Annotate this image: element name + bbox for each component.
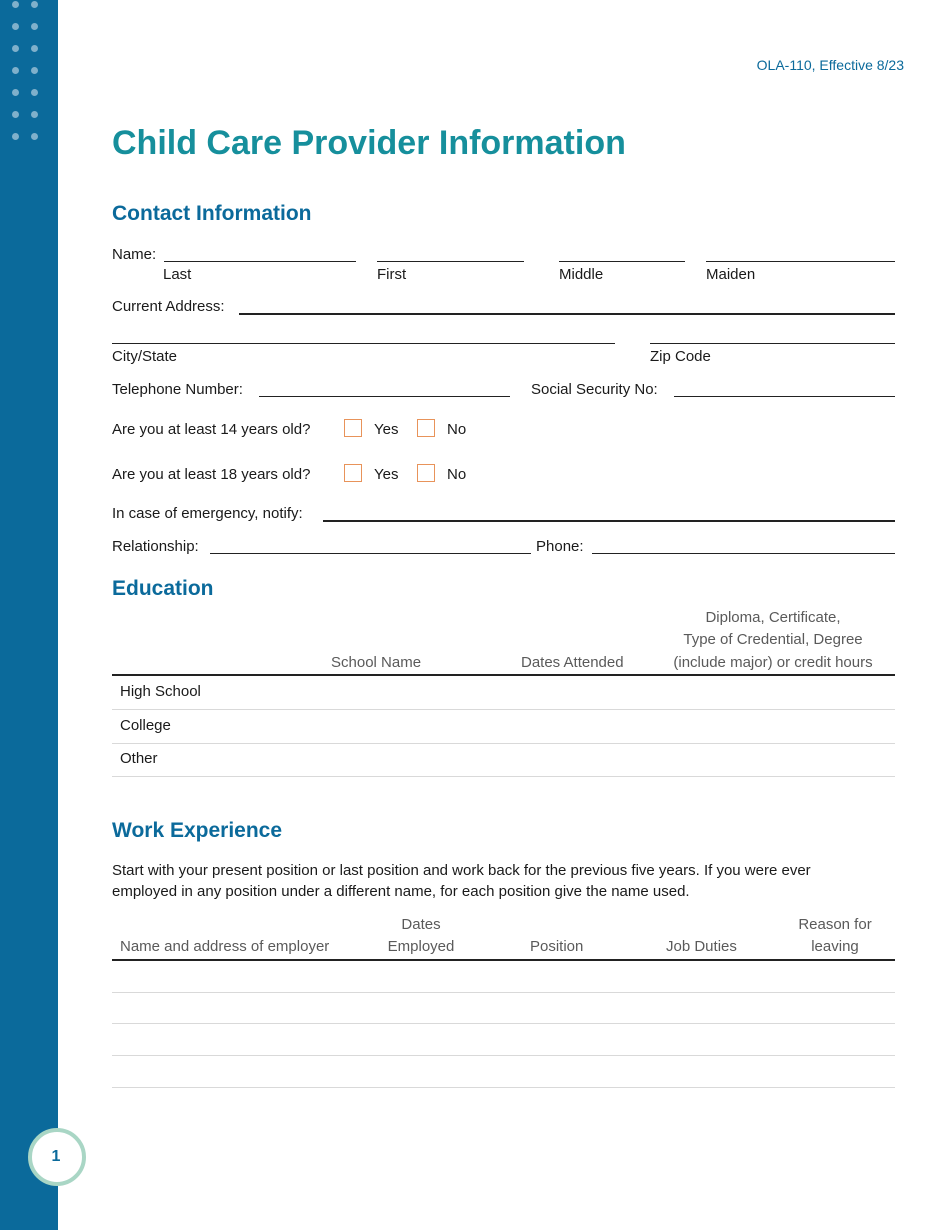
- zip-caption: Zip Code: [650, 348, 711, 365]
- age18-yes-checkbox[interactable]: [344, 464, 362, 482]
- first-name-field[interactable]: [377, 261, 524, 262]
- edu-row-divider: [112, 776, 895, 777]
- age14-no-checkbox[interactable]: [417, 419, 435, 437]
- age14-yes-checkbox[interactable]: [344, 419, 362, 437]
- age18-no-checkbox[interactable]: [417, 464, 435, 482]
- ssn-field[interactable]: [674, 396, 895, 397]
- work-row-divider: [112, 1055, 895, 1056]
- relationship-field[interactable]: [210, 553, 531, 554]
- emergency-phone-field[interactable]: [592, 553, 895, 554]
- work-header-rule: [112, 959, 895, 961]
- edu-row-divider: [112, 709, 895, 710]
- address-label: Current Address:: [112, 298, 225, 315]
- city-state-caption: City/State: [112, 348, 178, 365]
- page-title: Child Care Provider Information: [112, 124, 626, 162]
- age14-question: Are you at least 14 years old?: [112, 421, 311, 438]
- last-name-field[interactable]: [164, 261, 356, 262]
- emergency-field[interactable]: [323, 520, 895, 522]
- education-heading: Education: [112, 577, 214, 600]
- city-state-field[interactable]: [112, 343, 615, 344]
- work-heading: Work Experience: [112, 819, 283, 842]
- work-instructions-line1: Start with your present position or last position and work back for the previous five years. If you were ever: [112, 862, 811, 879]
- education-header-rule: [112, 674, 895, 676]
- zip-field[interactable]: [650, 343, 895, 344]
- edu-row-college: College: [120, 717, 171, 734]
- col-position: Position: [530, 938, 584, 955]
- age18-yes-label: Yes: [374, 466, 399, 483]
- work-row-divider: [112, 1087, 895, 1088]
- form-id: OLA-110, Effective 8/23: [756, 57, 904, 73]
- col-dates-attended: Dates Attended: [521, 654, 624, 671]
- col-dates-line2: Employed: [387, 938, 455, 955]
- first-caption: First: [377, 266, 407, 283]
- maiden-caption: Maiden: [706, 266, 756, 283]
- col-diploma-line3: (include major) or credit hours: [673, 654, 873, 671]
- middle-name-field[interactable]: [559, 261, 685, 262]
- age14-yes-label: Yes: [374, 421, 399, 438]
- col-job-duties: Job Duties: [666, 938, 737, 955]
- age14-no-label: No: [447, 421, 467, 438]
- emergency-label: In case of emergency, notify:: [112, 505, 303, 522]
- edu-row-high-school: High School: [120, 683, 201, 700]
- address-field[interactable]: [239, 313, 895, 315]
- relationship-label: Relationship:: [112, 538, 199, 555]
- side-band: [0, 0, 58, 1230]
- age18-no-label: No: [447, 466, 467, 483]
- page-number: 1: [28, 1128, 86, 1186]
- work-row-divider: [112, 992, 895, 993]
- col-reason-line1: Reason for: [798, 916, 872, 933]
- col-school-name: School Name: [331, 654, 422, 671]
- phone-label: Telephone Number:: [112, 381, 243, 398]
- work-instructions-line2: employed in any position under a different name, for each position give the name used.: [112, 883, 690, 900]
- col-diploma-line2: Type of Credential, Degree: [683, 631, 863, 648]
- phone-field[interactable]: [259, 396, 510, 397]
- emergency-phone-label: Phone:: [536, 538, 584, 555]
- contact-heading: Contact Information: [112, 202, 312, 225]
- col-reason-line2: leaving: [811, 938, 859, 955]
- col-diploma-line1: Diploma, Certificate,: [705, 609, 841, 626]
- age18-question: Are you at least 18 years old?: [112, 466, 311, 483]
- edu-row-other: Other: [120, 750, 158, 767]
- edu-row-divider: [112, 743, 895, 744]
- col-employer: Name and address of employer: [120, 938, 330, 955]
- name-label: Name:: [112, 246, 157, 263]
- col-dates-line1: Dates: [401, 916, 441, 933]
- ssn-label: Social Security No:: [531, 381, 658, 398]
- last-caption: Last: [163, 266, 192, 283]
- maiden-name-field[interactable]: [706, 261, 895, 262]
- work-row-divider: [112, 1023, 895, 1024]
- middle-caption: Middle: [559, 266, 604, 283]
